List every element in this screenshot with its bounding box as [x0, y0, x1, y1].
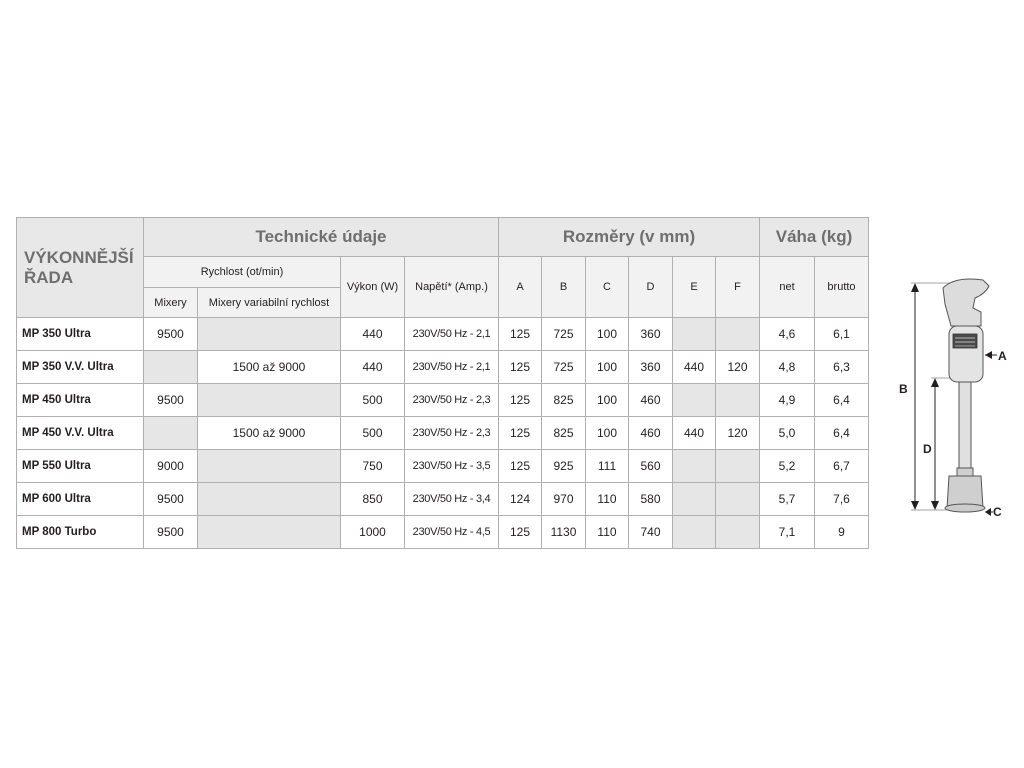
gross-weight-cell: 6,4 [815, 384, 869, 417]
model-cell: MP 350 Ultra [17, 318, 144, 351]
gross-weight-header: brutto [815, 257, 869, 318]
spec-table [16, 217, 869, 549]
dim-e-cell: 440 [673, 351, 716, 384]
variable-speed-cell [198, 318, 341, 351]
gross-weight-cell: 7,6 [815, 483, 869, 516]
dim-c-cell: 100 [586, 318, 629, 351]
power-cell: 440 [341, 318, 405, 351]
weight-header: Váha (kg) [760, 218, 869, 257]
table-row [17, 483, 869, 516]
dimension-b-arrow-top [911, 283, 919, 292]
table-row [17, 351, 869, 384]
dim-e-cell [673, 516, 716, 549]
power-cell: 1000 [341, 516, 405, 549]
net-weight-cell: 5,7 [760, 483, 815, 516]
dimension-c-arrow [985, 508, 991, 516]
variable-speed-cell: 1500 až 9000 [198, 417, 341, 450]
dim-d-cell: 580 [629, 483, 673, 516]
power-cell: 850 [341, 483, 405, 516]
voltage-cell: 230V/50 Hz - 3,4 [405, 483, 499, 516]
dim-e-cell [673, 483, 716, 516]
dimension-d-label: D [923, 442, 932, 456]
mixer-blade-base [945, 504, 985, 512]
dim-d-cell: 560 [629, 450, 673, 483]
table-row [17, 384, 869, 417]
dim-f-cell [716, 516, 760, 549]
dim-c-cell: 110 [586, 516, 629, 549]
gross-weight-cell: 9 [815, 516, 869, 549]
gross-weight-cell: 6,7 [815, 450, 869, 483]
mixers-speed-cell: 9500 [144, 384, 198, 417]
gross-weight-cell: 6,3 [815, 351, 869, 384]
dim-c-cell: 110 [586, 483, 629, 516]
dim-b-cell: 925 [542, 450, 586, 483]
voltage-cell: 230V/50 Hz - 3,5 [405, 450, 499, 483]
mixer-shaft-collar [957, 468, 973, 476]
voltage-cell: 230V/50 Hz - 2,3 [405, 417, 499, 450]
net-weight-cell: 4,8 [760, 351, 815, 384]
mixer-shaft [959, 382, 971, 474]
mixers-header: Mixery [144, 288, 198, 318]
power-cell: 750 [341, 450, 405, 483]
table-row [17, 450, 869, 483]
header-row-2 [17, 257, 869, 288]
voltage-cell: 230V/50 Hz - 2,1 [405, 351, 499, 384]
power-header: Výkon (W) [341, 257, 405, 318]
mixers-speed-cell: 9500 [144, 516, 198, 549]
dimension-d-arrow-top [931, 378, 939, 387]
dimension-a-arrow [985, 351, 992, 359]
mixer-handle [943, 279, 989, 326]
mixers-speed-cell: 9500 [144, 318, 198, 351]
model-cell: MP 600 Ultra [17, 483, 144, 516]
power-cell: 500 [341, 417, 405, 450]
model-cell: MP 450 Ultra [17, 384, 144, 417]
table-row [17, 417, 869, 450]
dim-c-cell: 100 [586, 417, 629, 450]
dim-a-cell: 125 [499, 450, 542, 483]
dimension-b-label: B [899, 382, 908, 396]
variable-speed-cell [198, 483, 341, 516]
dim-d-cell: 460 [629, 417, 673, 450]
model-cell: MP 350 V.V. Ultra [17, 351, 144, 384]
model-cell: MP 800 Turbo [17, 516, 144, 549]
dim-d-cell: 740 [629, 516, 673, 549]
net-weight-header: net [760, 257, 815, 318]
table-body [17, 318, 869, 549]
dim-c-cell: 100 [586, 351, 629, 384]
dimension-c-label: C [993, 505, 1002, 519]
dim-f-cell [716, 483, 760, 516]
dim-e-cell [673, 384, 716, 417]
dim-b-cell: 825 [542, 417, 586, 450]
mixer-illustration [885, 268, 1010, 528]
dimension-a-label: A [998, 349, 1007, 363]
model-cell: MP 550 Ultra [17, 450, 144, 483]
net-weight-cell: 5,2 [760, 450, 815, 483]
model-cell: MP 450 V.V. Ultra [17, 417, 144, 450]
dim-f-cell [716, 384, 760, 417]
voltage-cell: 230V/50 Hz - 2,1 [405, 318, 499, 351]
table-row [17, 516, 869, 549]
dim-b-cell: 725 [542, 318, 586, 351]
variable-speed-cell [198, 384, 341, 417]
gross-weight-cell: 6,4 [815, 417, 869, 450]
net-weight-cell: 4,9 [760, 384, 815, 417]
power-cell: 500 [341, 384, 405, 417]
dim-f-cell [716, 450, 760, 483]
dim-f-cell: 120 [716, 351, 760, 384]
net-weight-cell: 5,0 [760, 417, 815, 450]
voltage-cell: 230V/50 Hz - 2,3 [405, 384, 499, 417]
voltage-header: Napětí* (Amp.) [405, 257, 499, 318]
dim-b-header: B [542, 257, 586, 318]
net-weight-cell: 4,6 [760, 318, 815, 351]
gross-weight-cell: 6,1 [815, 318, 869, 351]
technical-header: Technické údaje [144, 218, 499, 257]
variable-mixers-header: Mixery variabilní rychlost [198, 288, 341, 318]
dim-a-cell: 125 [499, 384, 542, 417]
dim-d-cell: 460 [629, 384, 673, 417]
power-cell: 440 [341, 351, 405, 384]
dim-f-cell [716, 318, 760, 351]
dim-e-cell: 440 [673, 417, 716, 450]
dim-d-header: D [629, 257, 673, 318]
dim-c-header: C [586, 257, 629, 318]
dim-f-cell: 120 [716, 417, 760, 450]
speed-header: Rychlost (ot/min) [144, 257, 341, 288]
dim-c-cell: 100 [586, 384, 629, 417]
mixers-speed-cell [144, 417, 198, 450]
dim-b-cell: 725 [542, 351, 586, 384]
dim-b-cell: 1130 [542, 516, 586, 549]
dimension-d-arrow-bottom [931, 501, 939, 510]
mixer-dimension-diagram [885, 268, 1010, 528]
dim-e-header: E [673, 257, 716, 318]
dim-f-header: F [716, 257, 760, 318]
dim-d-cell: 360 [629, 351, 673, 384]
dim-a-cell: 125 [499, 516, 542, 549]
voltage-cell: 230V/50 Hz - 4,5 [405, 516, 499, 549]
mixer-bell [947, 476, 983, 508]
dimensions-header: Rozměry (v mm) [499, 218, 760, 257]
dim-a-cell: 125 [499, 351, 542, 384]
dim-a-cell: 124 [499, 483, 542, 516]
dimension-b-arrow-bottom [911, 501, 919, 510]
dim-c-cell: 111 [586, 450, 629, 483]
dim-d-cell: 360 [629, 318, 673, 351]
series-label: VÝKONNĚJŠÍ ŘADA [17, 218, 144, 318]
dim-a-cell: 125 [499, 318, 542, 351]
variable-speed-cell [198, 516, 341, 549]
header-row-1 [17, 218, 869, 257]
dim-e-cell [673, 450, 716, 483]
variable-speed-cell [198, 450, 341, 483]
mixers-speed-cell: 9500 [144, 483, 198, 516]
dim-a-header: A [499, 257, 542, 318]
table-row [17, 318, 869, 351]
variable-speed-cell: 1500 až 9000 [198, 351, 341, 384]
dim-e-cell [673, 318, 716, 351]
net-weight-cell: 7,1 [760, 516, 815, 549]
mixers-speed-cell: 9000 [144, 450, 198, 483]
dim-b-cell: 825 [542, 384, 586, 417]
mixers-speed-cell [144, 351, 198, 384]
dim-b-cell: 970 [542, 483, 586, 516]
dim-a-cell: 125 [499, 417, 542, 450]
